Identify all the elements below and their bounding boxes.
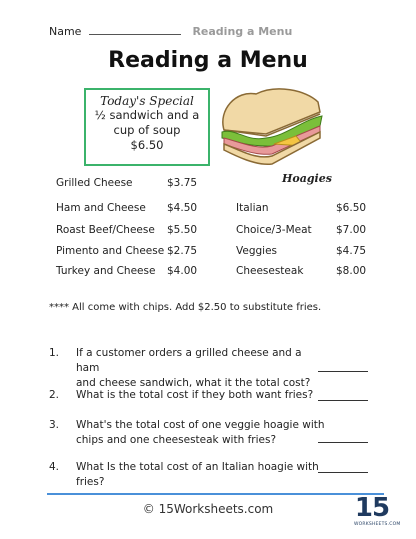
menu-item-name: Turkey and Cheese [56, 265, 156, 277]
menu-item-price: $3.75 [167, 177, 198, 189]
menu-note: **** All come with chips. Add $2.50 to substitute fries. [49, 302, 322, 313]
logo-number: 15 [354, 493, 390, 523]
name-line[interactable] [89, 24, 181, 35]
special-price: $6.50 [130, 138, 164, 152]
menu-item-name: Italian [236, 202, 269, 214]
question-4 [0, 460, 416, 488]
name-row [49, 24, 292, 38]
special-line-2: cup of soup [113, 123, 181, 137]
question-text [76, 346, 326, 391]
question-number: 2. [49, 389, 60, 401]
menu-item-name: Pimento and Cheese [56, 245, 165, 257]
worksheets-logo [354, 493, 401, 536]
question-number: 3. [49, 419, 60, 431]
question-line: and cheese sandwich, what it the total cost? [76, 377, 311, 389]
question-3 [0, 418, 416, 448]
answer-line[interactable] [318, 371, 368, 372]
menu-item-price: $6.50 [336, 202, 367, 214]
menu-item-name: Veggies [236, 245, 278, 257]
question-1 [0, 346, 416, 389]
answer-line[interactable] [318, 442, 368, 443]
worksheet-subtitle: Reading a Menu [192, 25, 293, 38]
menu-item-price: $8.00 [336, 265, 367, 277]
menu-item-price: $4.00 [167, 265, 198, 277]
question-number: 1. [49, 347, 60, 359]
answer-line[interactable] [318, 400, 368, 401]
question-2 [0, 388, 416, 408]
menu-item-price: $5.50 [167, 224, 198, 236]
question-line: If a customer orders a grilled cheese and a ham [76, 347, 302, 374]
question-text: What is the total cost if they both want fries? [76, 389, 314, 401]
answer-line[interactable] [318, 472, 368, 473]
question-line: What's the total cost of one veggie hoagie with [76, 419, 325, 431]
question-text: What Is the total cost of an Italian hoagie with fries? [76, 461, 319, 488]
logo-text: WORKSHEETS.COM [354, 522, 401, 527]
name-label: Name [49, 25, 82, 38]
footer-copyright: © 15Worksheets.com [142, 502, 274, 516]
menu-item-name: Choice/3-Meat [236, 224, 312, 236]
special-heading: Today's Special [100, 94, 194, 108]
question-number: 4. [49, 461, 60, 473]
menu-item-price: $4.50 [167, 202, 198, 214]
menu-item-price: $2.75 [167, 245, 198, 257]
menu-item-name: Roast Beef/Cheese [56, 224, 155, 236]
menu-item-name: Ham and Cheese [56, 202, 146, 214]
menu-item-price: $4.75 [336, 245, 367, 257]
menu-item-price: $7.00 [336, 224, 367, 236]
question-line: chips and one cheesesteak with fries? [76, 434, 277, 446]
menu-item-name: Cheesesteak [236, 265, 304, 277]
footer-divider [47, 493, 384, 495]
menu-item-name: Grilled Cheese [56, 177, 133, 189]
page-title: Reading a Menu [108, 48, 308, 73]
question-text [76, 418, 326, 448]
todays-special-box [84, 88, 210, 166]
special-line-1: ½ sandwich and a [94, 108, 200, 122]
sandwich-illustration [216, 80, 326, 166]
hoagies-heading: Hoagies [282, 172, 332, 185]
